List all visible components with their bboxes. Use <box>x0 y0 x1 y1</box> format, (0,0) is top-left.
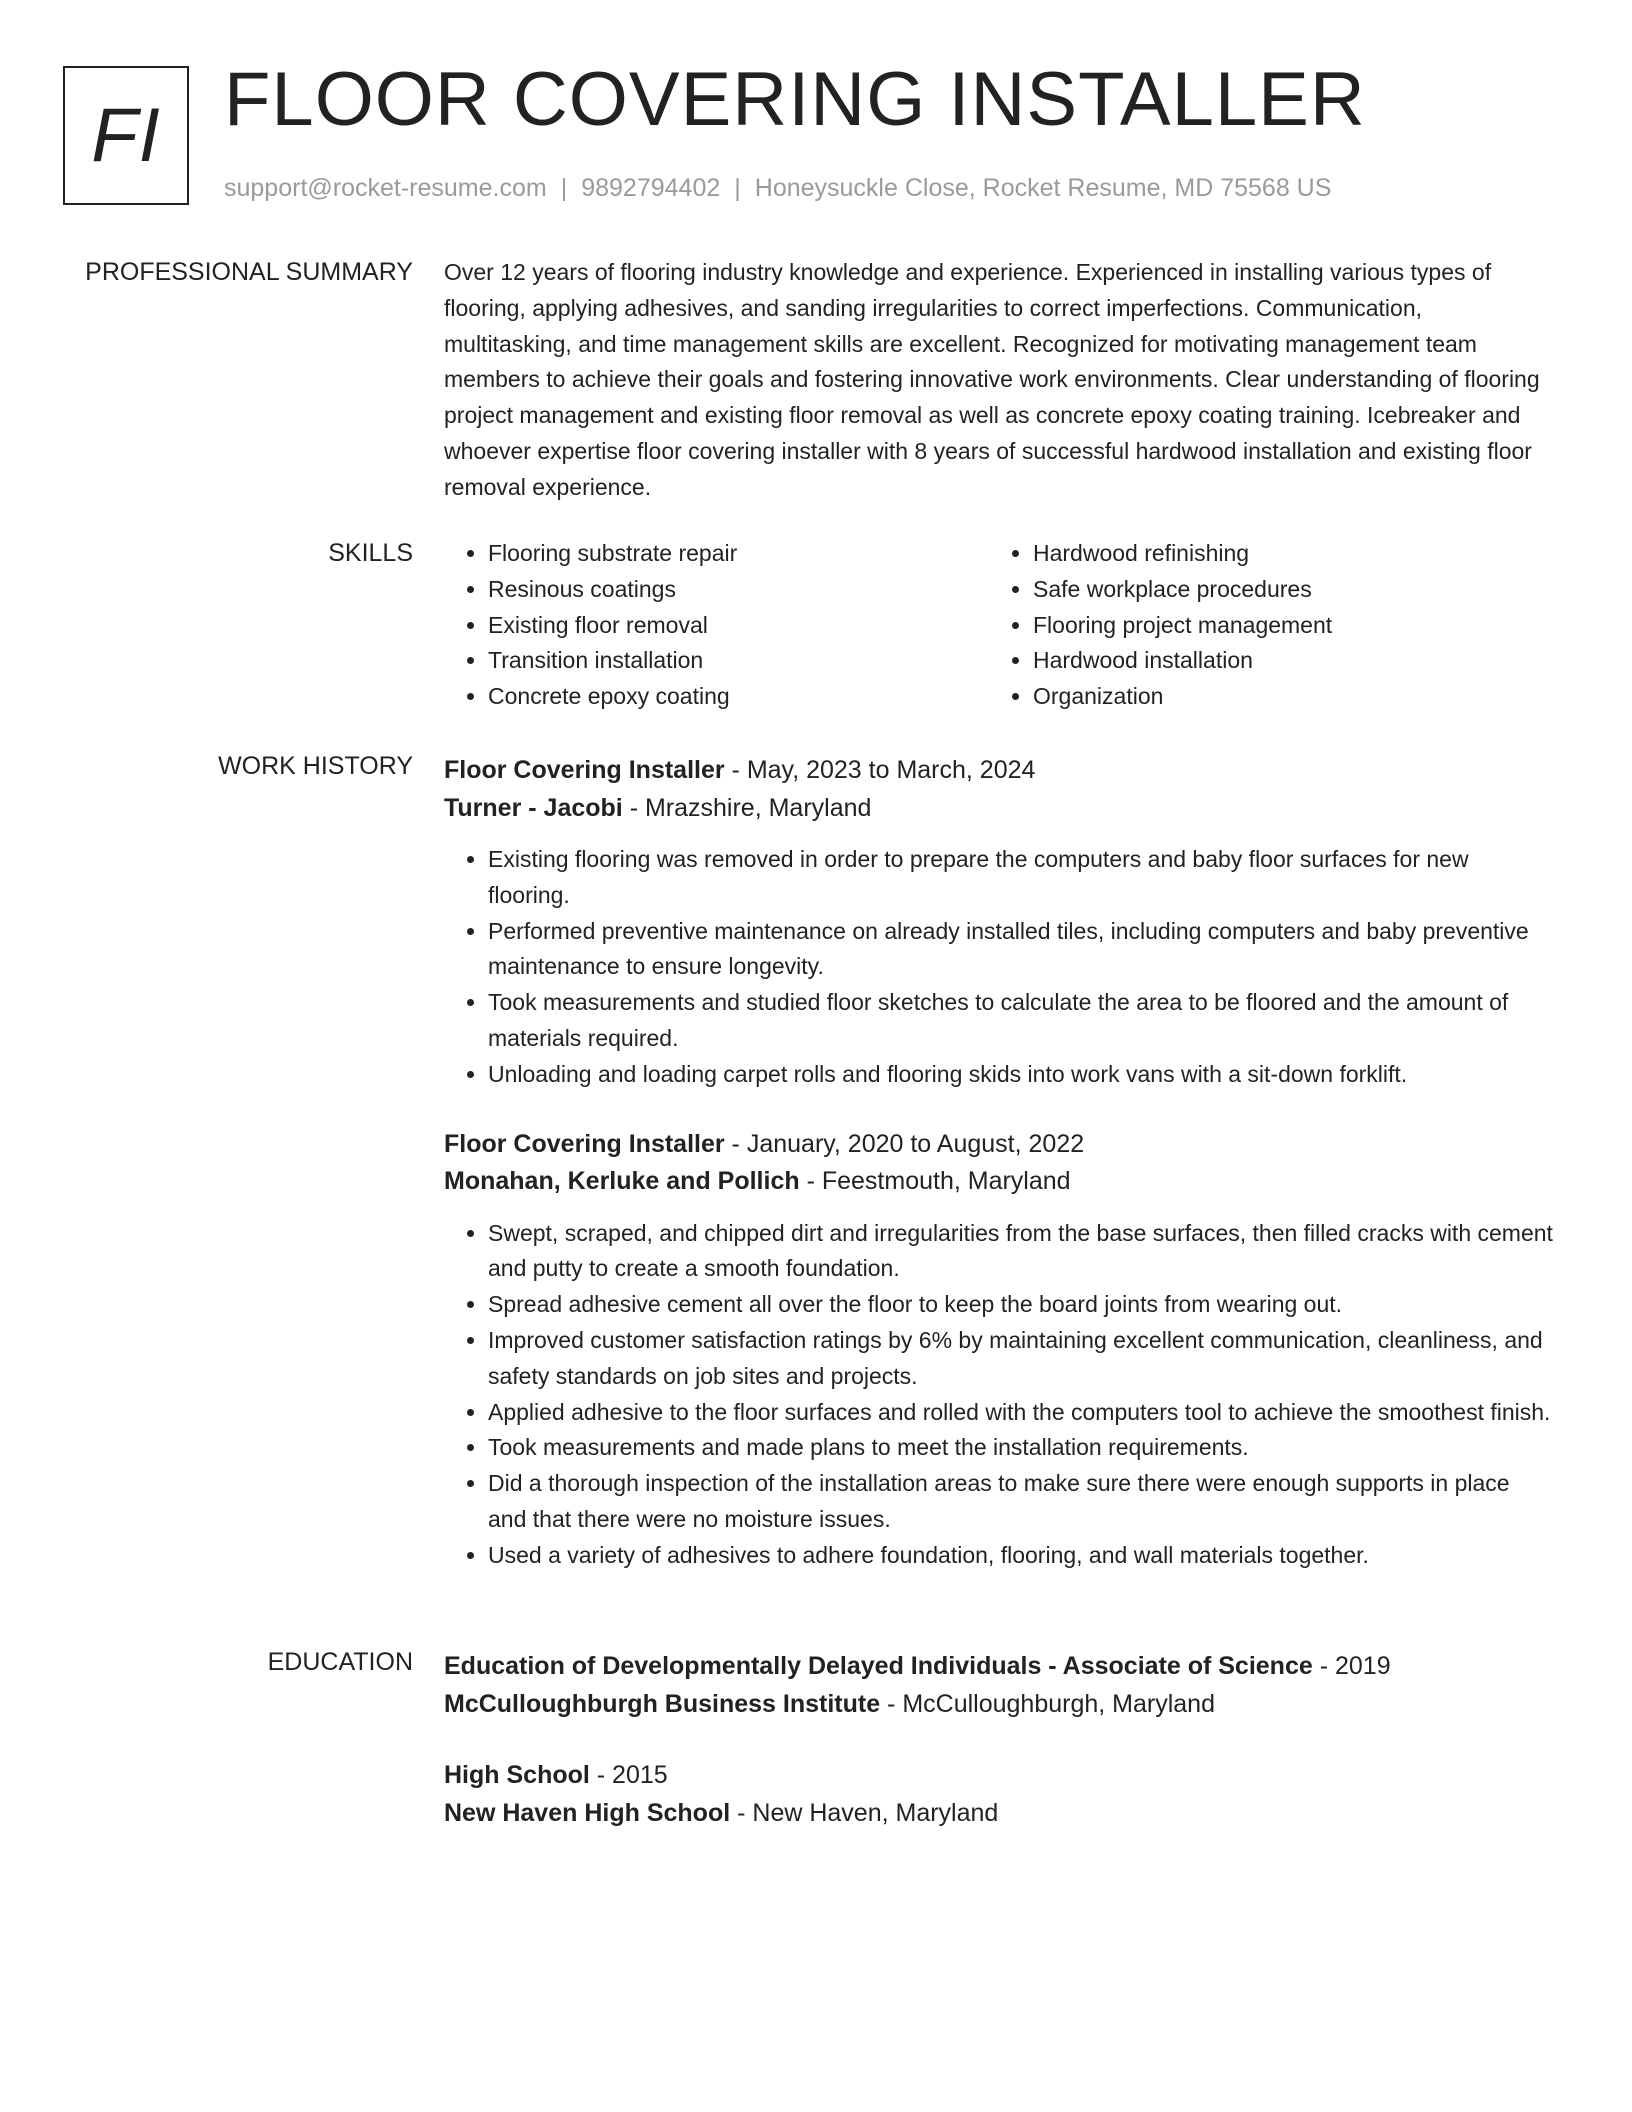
dash: - <box>799 1167 822 1196</box>
dash: - <box>1312 1652 1335 1680</box>
contact-email[interactable]: support@rocket-resume.com <box>224 174 547 202</box>
dash: - <box>622 793 645 822</box>
job-bullet: • Unloading and loading carpet rolls and flooring skids into work vans with a sit-down forklift. <box>488 1057 1554 1093</box>
education-entry <box>444 1757 1554 1832</box>
contact-separator: | <box>560 174 568 202</box>
job-title-line <box>444 1126 1554 1164</box>
skills-list-right <box>989 536 1509 715</box>
dash: - <box>589 1761 613 1789</box>
education-school: New Haven High School <box>444 1798 731 1827</box>
job-company: Monahan, Kerluke and Pollich <box>444 1167 800 1196</box>
job-entry <box>444 752 1554 1093</box>
education-body <box>444 1648 1554 1832</box>
job-title-line <box>444 752 1554 790</box>
monogram-logo <box>63 66 189 205</box>
education-degree: Education of Developmentally Delayed Individuals - Associate of Science <box>444 1652 1313 1680</box>
summary-body <box>444 258 1554 506</box>
skill-item: • Concrete epoxy coating <box>488 679 964 715</box>
job-location: Mrazshire, Maryland <box>644 793 872 822</box>
education-year: 2015 <box>612 1761 668 1789</box>
skill-item: • Organization <box>1033 679 1509 715</box>
job-title: Floor Covering Installer <box>444 1129 725 1158</box>
skill-item: • Transition installation <box>488 643 964 679</box>
education-year: 2019 <box>1334 1652 1391 1680</box>
education-degree-line <box>444 1648 1554 1686</box>
skills-column-right <box>989 536 1509 715</box>
contact-line <box>224 174 1331 203</box>
job-bullet: • Existing flooring was removed in order to prepare the computers and baby floor surfaces for new flooring. <box>488 842 1554 914</box>
section-label-work-history: WORK HISTORY <box>218 752 413 780</box>
skill-item: • Resinous coatings <box>488 572 964 608</box>
job-bullet-list <box>444 842 1554 1093</box>
job-company-line <box>444 1163 1554 1201</box>
job-bullet-list <box>444 1216 1554 1574</box>
job-bullet: • Performed preventive maintenance on already installed tiles, including computers and baby preventive maintenance to ensure longevity. <box>488 914 1554 986</box>
dash: - <box>880 1689 903 1718</box>
contact-separator: | <box>734 174 741 202</box>
job-company: Turner - Jacobi <box>444 793 623 822</box>
skill-item: • Flooring substrate repair <box>488 536 964 572</box>
job-dates: January, 2020 to August, 2022 <box>746 1129 1085 1158</box>
summary-text: Over 12 years of flooring industry knowledge and experience. Experienced in installing various types of flooring, applying adhesives, and sanding irregularities to correct imperfections. Communication, multitasking, and time management skills are excellent. Recognized for motivating management team members to achieve their goals and fostering innovative work environments. Clear understanding of flooring project management and existing floor removal as well as concrete epoxy coating training. Icebreaker and whoever expertise floor covering installer with 8 years of successful hardwood installation and existing floor removal experience. <box>444 259 1540 500</box>
education-degree: High School <box>444 1761 590 1789</box>
skill-item: • Hardwood installation <box>1033 643 1509 679</box>
job-bullet: • Applied adhesive to the floor surfaces and rolled with the computers tool to achieve the smoothest finish. <box>488 1395 1554 1431</box>
skill-item: • Existing floor removal <box>488 608 964 644</box>
skill-item: • Flooring project management <box>1033 608 1509 644</box>
dash: - <box>724 756 747 784</box>
job-dates: May, 2023 to March, 2024 <box>746 756 1036 784</box>
page-title: FLOOR COVERING INSTALLER <box>224 57 1366 142</box>
section-label-summary: PROFESSIONAL SUMMARY <box>85 258 413 286</box>
dash: - <box>724 1129 747 1158</box>
skills-column-left <box>444 536 964 715</box>
section-label-education: EDUCATION <box>267 1648 413 1676</box>
contact-address: Honeysuckle Close, Rocket Resume, MD 75568 US <box>754 174 1332 202</box>
job-bullet: • Did a thorough inspection of the installation areas to make sure there were enough supports in place and that there were no moisture issues. <box>488 1466 1554 1538</box>
job-title: Floor Covering Installer <box>444 756 725 784</box>
work-history-body <box>444 752 1554 1574</box>
job-location: Feestmouth, Maryland <box>821 1167 1071 1196</box>
education-location: McCulloughburgh, Maryland <box>902 1689 1215 1718</box>
skill-item: • Safe workplace procedures <box>1033 572 1509 608</box>
job-company-line <box>444 790 1554 828</box>
education-school: McCulloughburgh Business Institute <box>444 1689 881 1718</box>
dash: - <box>730 1798 753 1827</box>
job-bullet: • Improved customer satisfaction ratings by 6% by maintaining excellent communication, cleanliness, and safety standards on job sites and projects. <box>488 1323 1554 1395</box>
job-bullet: • Used a variety of adhesives to adhere foundation, flooring, and wall materials together. <box>488 1538 1554 1574</box>
education-school-line <box>444 1686 1554 1724</box>
skills-list-left <box>444 536 964 715</box>
education-location: New Haven, Maryland <box>752 1798 999 1827</box>
job-bullet: • Took measurements and studied floor sketches to calculate the area to be floored and the amount of materials required. <box>488 985 1554 1057</box>
education-entry <box>444 1648 1554 1723</box>
job-entry <box>444 1126 1554 1574</box>
section-label-skills: SKILLS <box>328 539 413 567</box>
education-school-line <box>444 1795 1554 1833</box>
contact-phone[interactable]: 9892794402 <box>581 174 721 202</box>
monogram-initials: FI <box>91 93 161 178</box>
job-bullet: • Swept, scraped, and chipped dirt and irregularities from the base surfaces, then filled cracks with cement and putty to create a smooth foundation. <box>488 1216 1554 1288</box>
education-degree-line <box>444 1757 1554 1795</box>
job-bullet: • Took measurements and made plans to meet the installation requirements. <box>488 1430 1554 1466</box>
job-bullet: • Spread adhesive cement all over the floor to keep the board joints from wearing out. <box>488 1287 1554 1323</box>
skill-item: • Hardwood refinishing <box>1033 536 1509 572</box>
